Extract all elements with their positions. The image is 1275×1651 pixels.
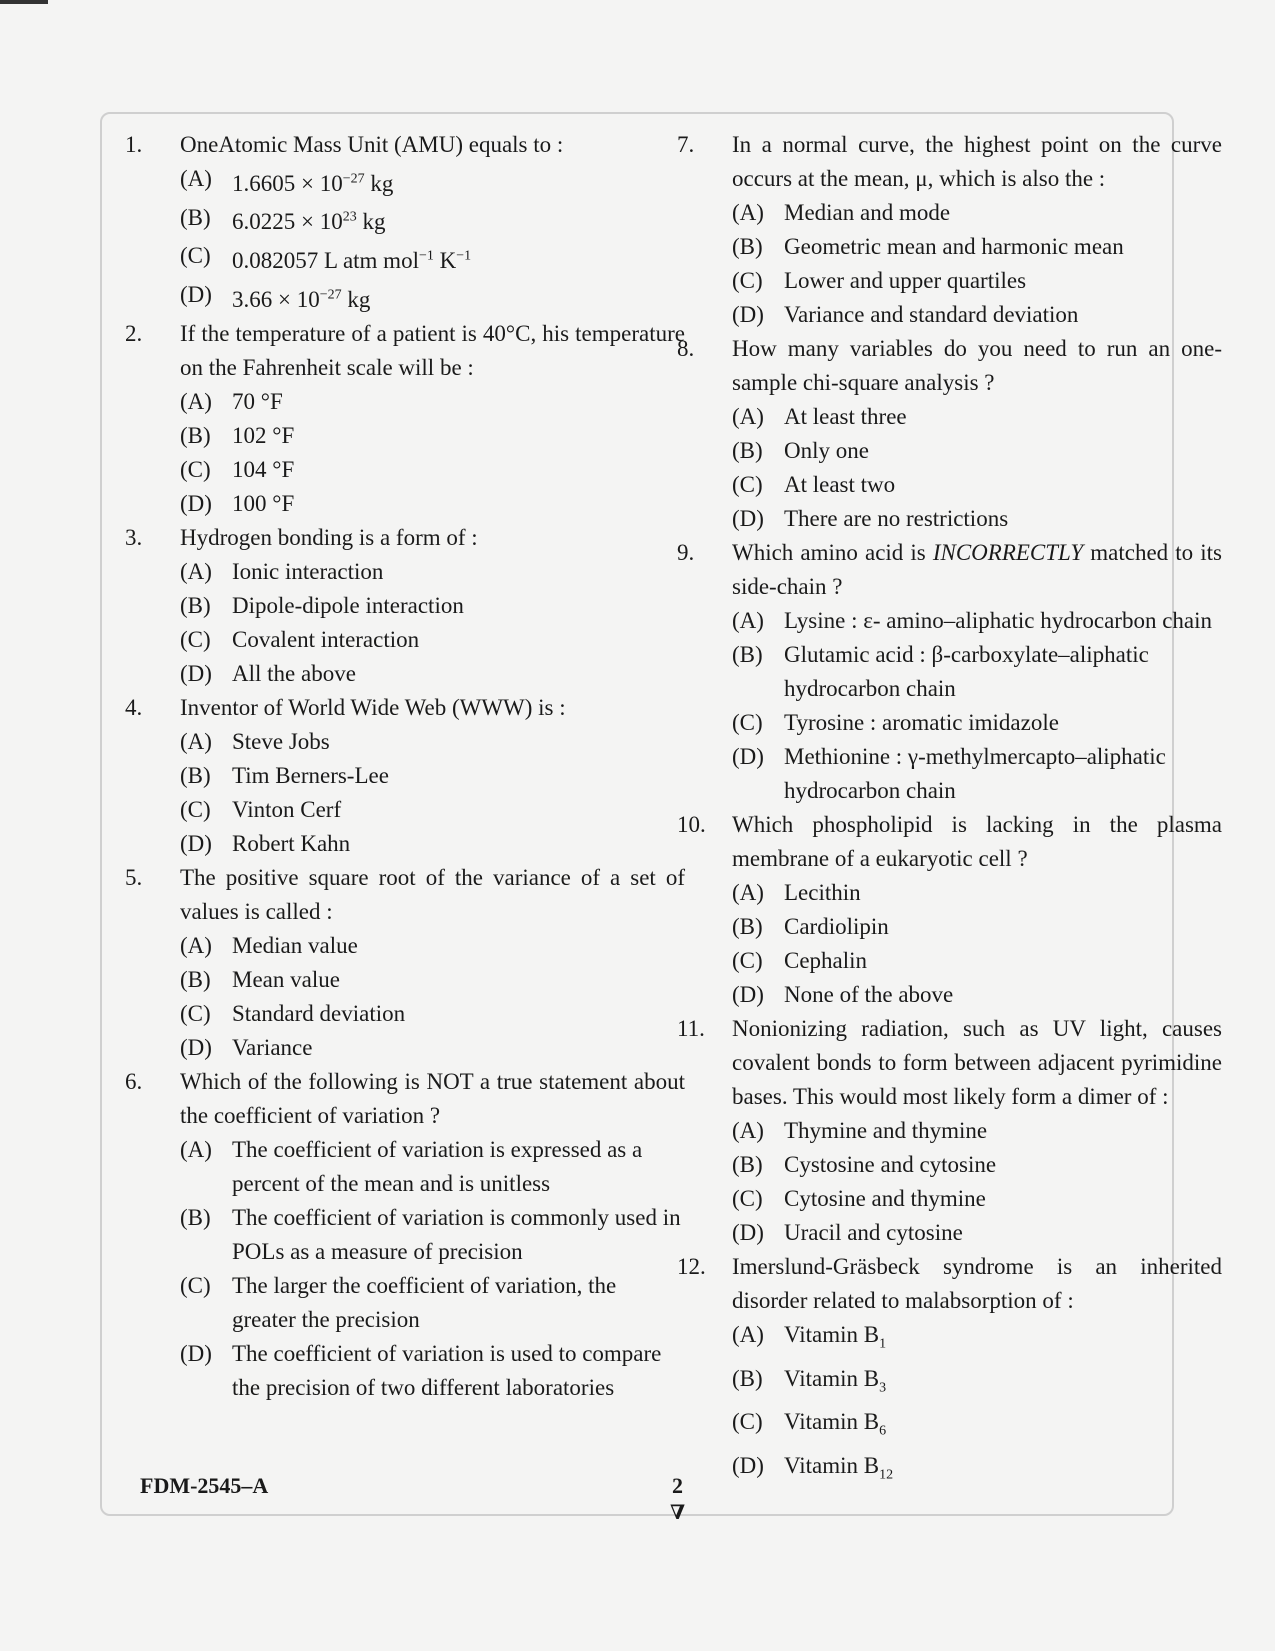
answer-option <box>732 944 1222 978</box>
question <box>125 521 685 691</box>
answer-option <box>732 434 1222 468</box>
answer-option <box>180 201 685 240</box>
answer-option <box>732 196 1222 230</box>
question <box>125 128 685 317</box>
answer-option <box>180 929 685 963</box>
answer-option <box>732 400 1222 434</box>
question <box>125 317 685 521</box>
option-label: (B) <box>180 1204 211 1230</box>
option-text <box>784 608 1212 633</box>
option-text <box>784 948 867 973</box>
option-text-main: Thymine and thymine <box>784 1118 988 1143</box>
option-label: (D) <box>180 1340 212 1366</box>
option-text <box>232 171 393 196</box>
option-label: (A) <box>180 932 212 958</box>
option-text <box>232 287 370 312</box>
option-label: (B) <box>732 914 763 939</box>
option-label: (B) <box>180 422 211 448</box>
option-text-main: 104 °F <box>232 456 295 482</box>
answer-option <box>732 1114 1222 1148</box>
option-text <box>784 1118 987 1143</box>
answer-option <box>732 1405 1222 1449</box>
option-label: (A) <box>732 880 764 905</box>
option-text-main: At least three <box>784 404 907 429</box>
option-text-main: Vitamin B <box>784 1365 880 1391</box>
option-label: (B) <box>732 1365 763 1391</box>
option-label: (A) <box>732 404 764 429</box>
question-number: 6. <box>125 1068 143 1094</box>
option-text-main: Variance and standard deviation <box>784 302 1079 327</box>
option-label: (C) <box>732 472 763 497</box>
option-text <box>232 1273 616 1332</box>
option-text <box>784 710 1059 735</box>
question-text-part: Which amino acid is <box>732 540 933 565</box>
option-label: (D) <box>732 302 764 327</box>
question-number: 5. <box>125 864 143 890</box>
option-superscript: 23 <box>342 209 357 225</box>
option-text <box>784 404 907 429</box>
answer-option <box>732 230 1222 264</box>
option-text-main: 0.082057 L atm mol <box>232 247 419 273</box>
option-text <box>232 763 389 788</box>
option-label: (A) <box>180 1136 212 1162</box>
option-text <box>784 1152 996 1177</box>
option-subscript: 1 <box>879 1336 887 1352</box>
answer-option <box>732 264 1222 298</box>
option-text <box>232 457 294 482</box>
option-text-main: Tyrosine : aromatic imidazole <box>784 710 1059 735</box>
option-text-main: Only one <box>784 438 869 463</box>
option-label: (B) <box>180 204 211 230</box>
option-label: (D) <box>180 660 212 686</box>
option-text-main: Cephalin <box>784 948 868 973</box>
option-text-main: Steve Jobs <box>232 728 330 754</box>
answer-option <box>180 419 685 453</box>
question-number: 7. <box>677 132 695 157</box>
option-label: (C) <box>180 626 211 652</box>
question-text: Nonionizing radiation, such as UV light, causes covalent bonds to form between adjacent pyrimidine bases. This would most likely form a dimer of : <box>732 1016 1222 1109</box>
option-text <box>784 1409 887 1439</box>
option-text-main: Lecithin <box>784 880 861 905</box>
option-label: (C) <box>180 243 211 269</box>
option-text-main: The coefficient of variation is commonly used in POLs as a measure of precision <box>232 1204 681 1264</box>
option-text-main: Lysine : ε- amino–aliphatic hydrocarbon chain <box>784 608 1213 633</box>
option-label: (B) <box>732 438 763 463</box>
answer-option <box>180 793 685 827</box>
option-text <box>784 642 1149 701</box>
question-text: The positive square root of the variance of a set of values is called : <box>180 864 685 924</box>
option-text <box>232 831 350 856</box>
option-text-main: The coefficient of variation is expressed as a percent of the mean and is unitless <box>232 1136 643 1196</box>
answer-option <box>180 725 685 759</box>
answer-option <box>180 1269 685 1337</box>
option-label: (B) <box>732 642 763 667</box>
option-text-main: 102 °F <box>232 422 295 448</box>
question <box>677 808 1222 1012</box>
question-text-part: matched to its side-chain ? <box>732 540 1222 599</box>
option-label: (B) <box>180 762 211 788</box>
right-column <box>677 128 1222 1492</box>
answer-option <box>180 997 685 1031</box>
option-text-main: Methionine : γ-methylmercapto–aliphatic hydrocarbon chain <box>784 744 1166 803</box>
answer-option <box>180 555 685 589</box>
question <box>677 536 1222 808</box>
question <box>125 691 685 861</box>
option-text-main: Covalent interaction <box>232 626 420 652</box>
option-text-main: The larger the coefficient of variation, the greater the precision <box>232 1272 617 1332</box>
question-number: 3. <box>125 524 143 550</box>
answer-option <box>732 1216 1222 1250</box>
option-text-main: All the above <box>232 660 356 686</box>
option-label: (A) <box>732 200 764 225</box>
option-text-main: Vitamin B <box>784 1452 880 1478</box>
option-label: (A) <box>180 728 212 754</box>
answer-option <box>180 963 685 997</box>
answer-option <box>732 740 1222 808</box>
option-superscript: −1 <box>418 248 434 264</box>
answer-option <box>180 827 685 861</box>
option-text-main: Dipole-dipole interaction <box>232 592 464 618</box>
option-text-main: Vitamin B <box>784 1322 880 1347</box>
option-text-main: Mean value <box>232 966 340 992</box>
question-number: 1. <box>125 132 143 157</box>
option-label: (B) <box>732 1152 763 1177</box>
question <box>125 1065 685 1405</box>
question-text: Which phospholipid is lacking in the plasma membrane of a eukaryotic cell ? <box>732 812 1222 871</box>
option-text-main: Cardiolipin <box>784 914 889 939</box>
option-superscript: −27 <box>342 171 365 186</box>
question-text: In a normal curve, the highest point on the curve occurs at the mean, μ, which is also the : <box>732 132 1222 191</box>
option-text-main: Vitamin B <box>784 1409 880 1435</box>
answer-option <box>732 502 1222 536</box>
option-text-main: Uracil and cytosine <box>784 1220 963 1245</box>
answer-option <box>180 487 685 521</box>
option-text <box>784 914 889 939</box>
answer-option <box>732 604 1222 638</box>
question-number: 2. <box>125 320 143 346</box>
option-text-main: There are no restrictions <box>784 506 1009 531</box>
option-text-main: Glutamic acid : β-carboxylate–aliphatic hydrocarbon chain <box>784 642 1149 701</box>
page-mark-symbol: ∇ <box>670 1502 686 1524</box>
option-superscript: −1 <box>456 248 472 264</box>
answer-option <box>732 1449 1222 1493</box>
option-text-main: 70 °F <box>232 388 283 414</box>
option-text <box>232 491 294 516</box>
question-text: Imerslund-Gräsbeck syndrome is an inherited disorder related to malabsorption of : <box>732 1254 1222 1313</box>
answer-option <box>180 657 685 691</box>
question-number: 9. <box>677 540 695 565</box>
option-subscript: 3 <box>879 1380 887 1396</box>
option-label: (C) <box>732 268 763 293</box>
question-text <box>732 536 1222 604</box>
option-label: (D) <box>180 490 212 516</box>
answer-option <box>180 1201 685 1269</box>
option-superscript: −27 <box>319 286 342 302</box>
question-text: If the temperature of a patient is 40°C, his temperature on the Fahrenheit scale will be : <box>180 320 685 380</box>
option-text <box>784 200 950 225</box>
question-number: 11. <box>677 1016 705 1041</box>
question-number: 8. <box>677 336 695 361</box>
option-label: (D) <box>180 281 212 307</box>
question <box>677 332 1222 536</box>
option-text <box>784 1365 887 1396</box>
question-text: OneAtomic Mass Unit (AMU) equals to : <box>180 132 564 157</box>
question-text: Inventor of World Wide Web (WWW) is : <box>180 694 566 720</box>
option-text-main: The coefficient of variation is used to compare the precision of two different laboratories <box>232 1340 662 1400</box>
answer-option <box>732 638 1222 706</box>
booklet-code: FDM-2545–A <box>140 1473 269 1498</box>
option-text <box>232 967 340 992</box>
question-number: 10. <box>677 812 706 837</box>
option-text <box>232 729 330 754</box>
option-label: (A) <box>180 558 212 584</box>
answer-option <box>180 385 685 419</box>
question-text: Which of the following is NOT a true statement about the coefficient of variation ? <box>180 1068 685 1128</box>
answer-option <box>732 910 1222 944</box>
option-subscript: 12 <box>879 1467 894 1483</box>
option-label: (C) <box>732 948 763 973</box>
question <box>677 128 1222 332</box>
answer-option <box>732 468 1222 502</box>
answer-option <box>180 589 685 623</box>
option-text <box>232 389 283 414</box>
option-text <box>232 1341 661 1400</box>
answer-option <box>180 162 685 201</box>
option-text <box>232 1001 405 1026</box>
option-label: (D) <box>732 1452 764 1478</box>
answer-option <box>180 1031 685 1065</box>
option-text-main: 1.6605 × 10 <box>232 170 343 196</box>
option-subscript: 6 <box>879 1423 887 1439</box>
option-label: (B) <box>180 592 211 618</box>
answer-option <box>732 1362 1222 1406</box>
option-text-main: Robert Kahn <box>232 830 351 856</box>
option-text <box>232 559 383 584</box>
option-text <box>784 880 861 905</box>
answer-option <box>180 623 685 657</box>
option-text-main: Median value <box>232 932 358 958</box>
option-label: (C) <box>732 1186 763 1211</box>
option-label: (C) <box>180 796 211 822</box>
option-label: (C) <box>732 1409 763 1435</box>
option-label: (A) <box>180 166 212 191</box>
option-text-main: Standard deviation <box>232 1000 406 1026</box>
page-number: 2 <box>672 1473 683 1498</box>
option-text <box>232 933 358 958</box>
option-text <box>784 1452 894 1483</box>
option-text-unit: kg <box>341 286 371 312</box>
answer-option <box>732 1318 1222 1362</box>
answer-option <box>732 298 1222 332</box>
option-label: (B) <box>180 966 211 992</box>
question-number: 12. <box>677 1254 706 1279</box>
answer-option <box>732 978 1222 1012</box>
option-label: (D) <box>180 830 212 856</box>
option-text-unit: kg <box>356 209 386 235</box>
option-text <box>784 1322 887 1352</box>
option-text <box>784 1186 986 1211</box>
answer-option <box>732 706 1222 740</box>
option-text-main: At least two <box>784 472 896 497</box>
option-label: (A) <box>732 1322 764 1347</box>
option-text <box>784 506 1008 531</box>
question-text: Hydrogen bonding is a form of : <box>180 524 478 550</box>
scan-edge-mark <box>0 0 48 4</box>
option-text-main: Cystosine and cytosine <box>784 1152 997 1177</box>
answer-option <box>180 1337 685 1405</box>
option-text <box>232 661 356 686</box>
option-label: (D) <box>732 744 764 769</box>
option-text <box>232 1205 681 1264</box>
answer-option <box>732 1182 1222 1216</box>
option-text-main: 6.0225 × 10 <box>232 209 343 235</box>
option-text <box>784 744 1166 803</box>
option-label: (C) <box>180 1000 211 1026</box>
option-text-main: Lower and upper quartiles <box>784 268 1027 293</box>
option-text <box>232 627 419 652</box>
answer-option <box>180 453 685 487</box>
option-label: (A) <box>732 608 764 633</box>
answer-option <box>732 876 1222 910</box>
question <box>677 1012 1222 1250</box>
option-text <box>784 234 1124 259</box>
option-text <box>784 472 895 497</box>
option-text-main: 3.66 × 10 <box>232 286 320 312</box>
option-text <box>784 982 953 1007</box>
option-text-main: None of the above <box>784 982 954 1007</box>
option-text-unit: K <box>433 247 457 273</box>
option-text-unit: kg <box>364 170 394 196</box>
option-text <box>784 1220 963 1245</box>
question-text: How many variables do you need to run an one-sample chi-square analysis ? <box>732 336 1222 395</box>
option-text <box>232 248 471 273</box>
question-number: 4. <box>125 694 143 720</box>
answer-option <box>180 278 685 317</box>
option-text <box>784 302 1078 327</box>
option-text-main: Cytosine and thymine <box>784 1186 986 1211</box>
option-text-main: Geometric mean and harmonic mean <box>784 234 1124 259</box>
option-text-main: Variance <box>232 1034 313 1060</box>
option-text-main: 100 °F <box>232 490 295 516</box>
option-text-main: Tim Berners-Lee <box>232 762 389 788</box>
option-text-main: Median and mode <box>784 200 951 225</box>
option-label: (A) <box>180 388 212 414</box>
question-emphasis: INCORRECTLY <box>932 540 1084 565</box>
answer-option <box>180 1133 685 1201</box>
option-text <box>232 1137 642 1196</box>
option-label: (B) <box>732 234 763 259</box>
option-text <box>232 797 341 822</box>
left-column <box>125 128 685 1405</box>
option-label: (D) <box>732 506 764 531</box>
option-label: (D) <box>732 982 764 1007</box>
option-text <box>232 423 294 448</box>
option-label: (C) <box>732 710 763 735</box>
option-label: (D) <box>732 1220 764 1245</box>
option-text-main: Ionic interaction <box>232 558 384 584</box>
option-text <box>232 593 464 618</box>
option-text <box>784 438 869 463</box>
answer-option <box>180 759 685 793</box>
answer-option <box>180 239 685 278</box>
option-text <box>784 268 1026 293</box>
option-label: (D) <box>180 1034 212 1060</box>
option-text <box>232 209 385 234</box>
option-text-main: Vinton Cerf <box>232 796 342 822</box>
question <box>677 1250 1222 1492</box>
option-label: (C) <box>180 456 211 482</box>
option-text <box>232 1035 312 1060</box>
answer-option <box>732 1148 1222 1182</box>
option-label: (A) <box>732 1118 764 1143</box>
option-label: (C) <box>180 1272 211 1298</box>
question <box>125 861 685 1065</box>
